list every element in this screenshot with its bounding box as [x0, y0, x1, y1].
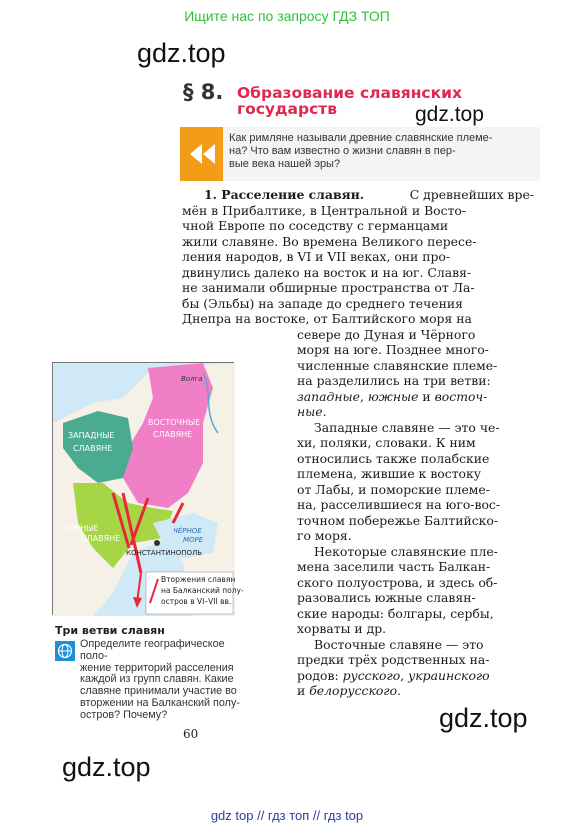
text-line: западные, южные и восточ-	[297, 388, 488, 404]
question-line: остров? Почему?	[80, 708, 168, 721]
intro-box	[180, 127, 540, 181]
text-line: севере до Дуная и Чёрного	[297, 326, 476, 342]
text-line: на, расселившиеся на юго-вос-	[297, 497, 501, 512]
map-label-river: Волга	[181, 375, 203, 383]
map-svg	[53, 363, 244, 616]
text-line: Некоторые славянские пле-	[314, 543, 498, 559]
title-line: государств	[237, 100, 338, 118]
bottom-banner[interactable]: gdz top // гдз топ // гдз top	[210, 808, 364, 823]
text-line: ского полуострова, и здесь об-	[297, 574, 498, 590]
paragraph-title	[237, 85, 537, 117]
text-line: численные славянские племе-	[297, 357, 498, 373]
text-line: предки трёх родственных на-	[297, 652, 490, 667]
watermark: gdz.top	[62, 752, 151, 782]
map-label-city: КОНСТАНТИНОПОЛЬ	[126, 549, 203, 557]
text-line: Днепра на востоке, от Балтийского моря на	[182, 311, 472, 326]
intro-line: на? Что вам известно о жизни славян в пер-	[229, 145, 456, 157]
intro-line: Как римляне называли древние славянские племе-	[229, 132, 493, 144]
text-line: ления народов, в VI и VII веках, они про-	[182, 249, 451, 264]
text-line: родов: русского, украинского	[297, 667, 490, 683]
question-line: Определите географическое поло-	[80, 638, 225, 662]
intro-question	[229, 132, 534, 171]
top-banner[interactable]: Ищите нас по запросу ГДЗ ТОП	[184, 8, 390, 24]
text-line: хи, поляки, словаки. К ним	[297, 435, 476, 450]
text-line: чной Европе по соседству с германцами	[182, 218, 449, 233]
page-number: 60	[183, 727, 199, 741]
text-line: относились также полабские	[297, 450, 490, 466]
map-label-west: ЗАПАДНЫЕ	[68, 431, 115, 440]
intro-line: вые века нашей эры?	[229, 158, 341, 170]
text-line: и белорусского.	[297, 683, 401, 698]
watermark: gdz.top	[137, 38, 226, 68]
rewind-icon	[180, 127, 223, 181]
text-line: хорваты и др.	[297, 621, 387, 636]
text-line: Восточные славяне — это	[314, 636, 484, 652]
question-line: каждой из групп славян. Какие	[80, 673, 234, 686]
question-line: жение территорий расселения	[80, 661, 234, 674]
map-label-west: СЛАВЯНЕ	[73, 444, 113, 453]
title-line: Образование славянских	[237, 84, 462, 102]
legend-line: на Балканский полу-	[161, 586, 244, 595]
text-line: точном побережье Балтийско-	[297, 512, 499, 528]
map-three-branches	[52, 362, 244, 615]
text-line: ские народы: болгары, сербы,	[297, 605, 494, 621]
question-line: вторжении на Балканский полу-	[80, 696, 240, 709]
text-line: не занимали обширные пространства от Ла-	[182, 280, 475, 295]
text-line: разовались южные славян-	[297, 590, 476, 605]
legend-line: Вторжения славян	[161, 575, 236, 584]
map-label-south: СЛАВЯНЕ	[81, 534, 121, 543]
map-label-south: ЮЖНЫЕ	[63, 524, 99, 533]
text-line: Западные славяне — это че-	[314, 419, 500, 435]
text-line: бы (Эльбы) на западе до среднего течения	[182, 295, 463, 311]
map-caption: Три ветви славян	[55, 624, 165, 637]
text-line: С древнейших вре-	[409, 187, 534, 202]
map-label-sea: ЧЁРНОЕ	[173, 527, 202, 535]
constantinople-marker	[154, 540, 160, 546]
watermark: gdz.top	[415, 103, 484, 126]
legend-line: остров в VI–VII вв.	[161, 597, 232, 606]
map-label-east: СЛАВЯНЕ	[153, 430, 193, 439]
map-question	[80, 639, 240, 722]
text-line: мён в Прибалтике, в Центральной и Восто-	[182, 202, 467, 218]
text-line: племена, жившие к востоку	[297, 466, 482, 481]
map-label-east: ВОСТОЧНЫЕ	[148, 418, 201, 427]
text-line: ные.	[297, 404, 327, 419]
globe-icon	[55, 641, 75, 661]
text-line: мена заселили часть Балкан-	[297, 559, 491, 574]
text-line: го моря.	[297, 528, 352, 543]
text-line: моря на юге. Позднее много-	[297, 342, 489, 357]
question-line: славяне принимали участие во	[80, 685, 237, 698]
text-line: жили славяне. Во времена Великого пересе-	[182, 233, 477, 249]
paragraph-number: § 8.	[183, 80, 224, 104]
text-line: от Лабы, и поморские племе-	[297, 481, 490, 497]
map-label-sea: МОРЕ	[183, 536, 204, 544]
text-line: на разделились на три ветви:	[297, 373, 491, 388]
text-line: двинулись далеко на восток и на юг. Славя-	[182, 264, 472, 280]
watermark: gdz.top	[439, 703, 528, 733]
section-heading: 1. Расселение славян.	[204, 187, 365, 202]
